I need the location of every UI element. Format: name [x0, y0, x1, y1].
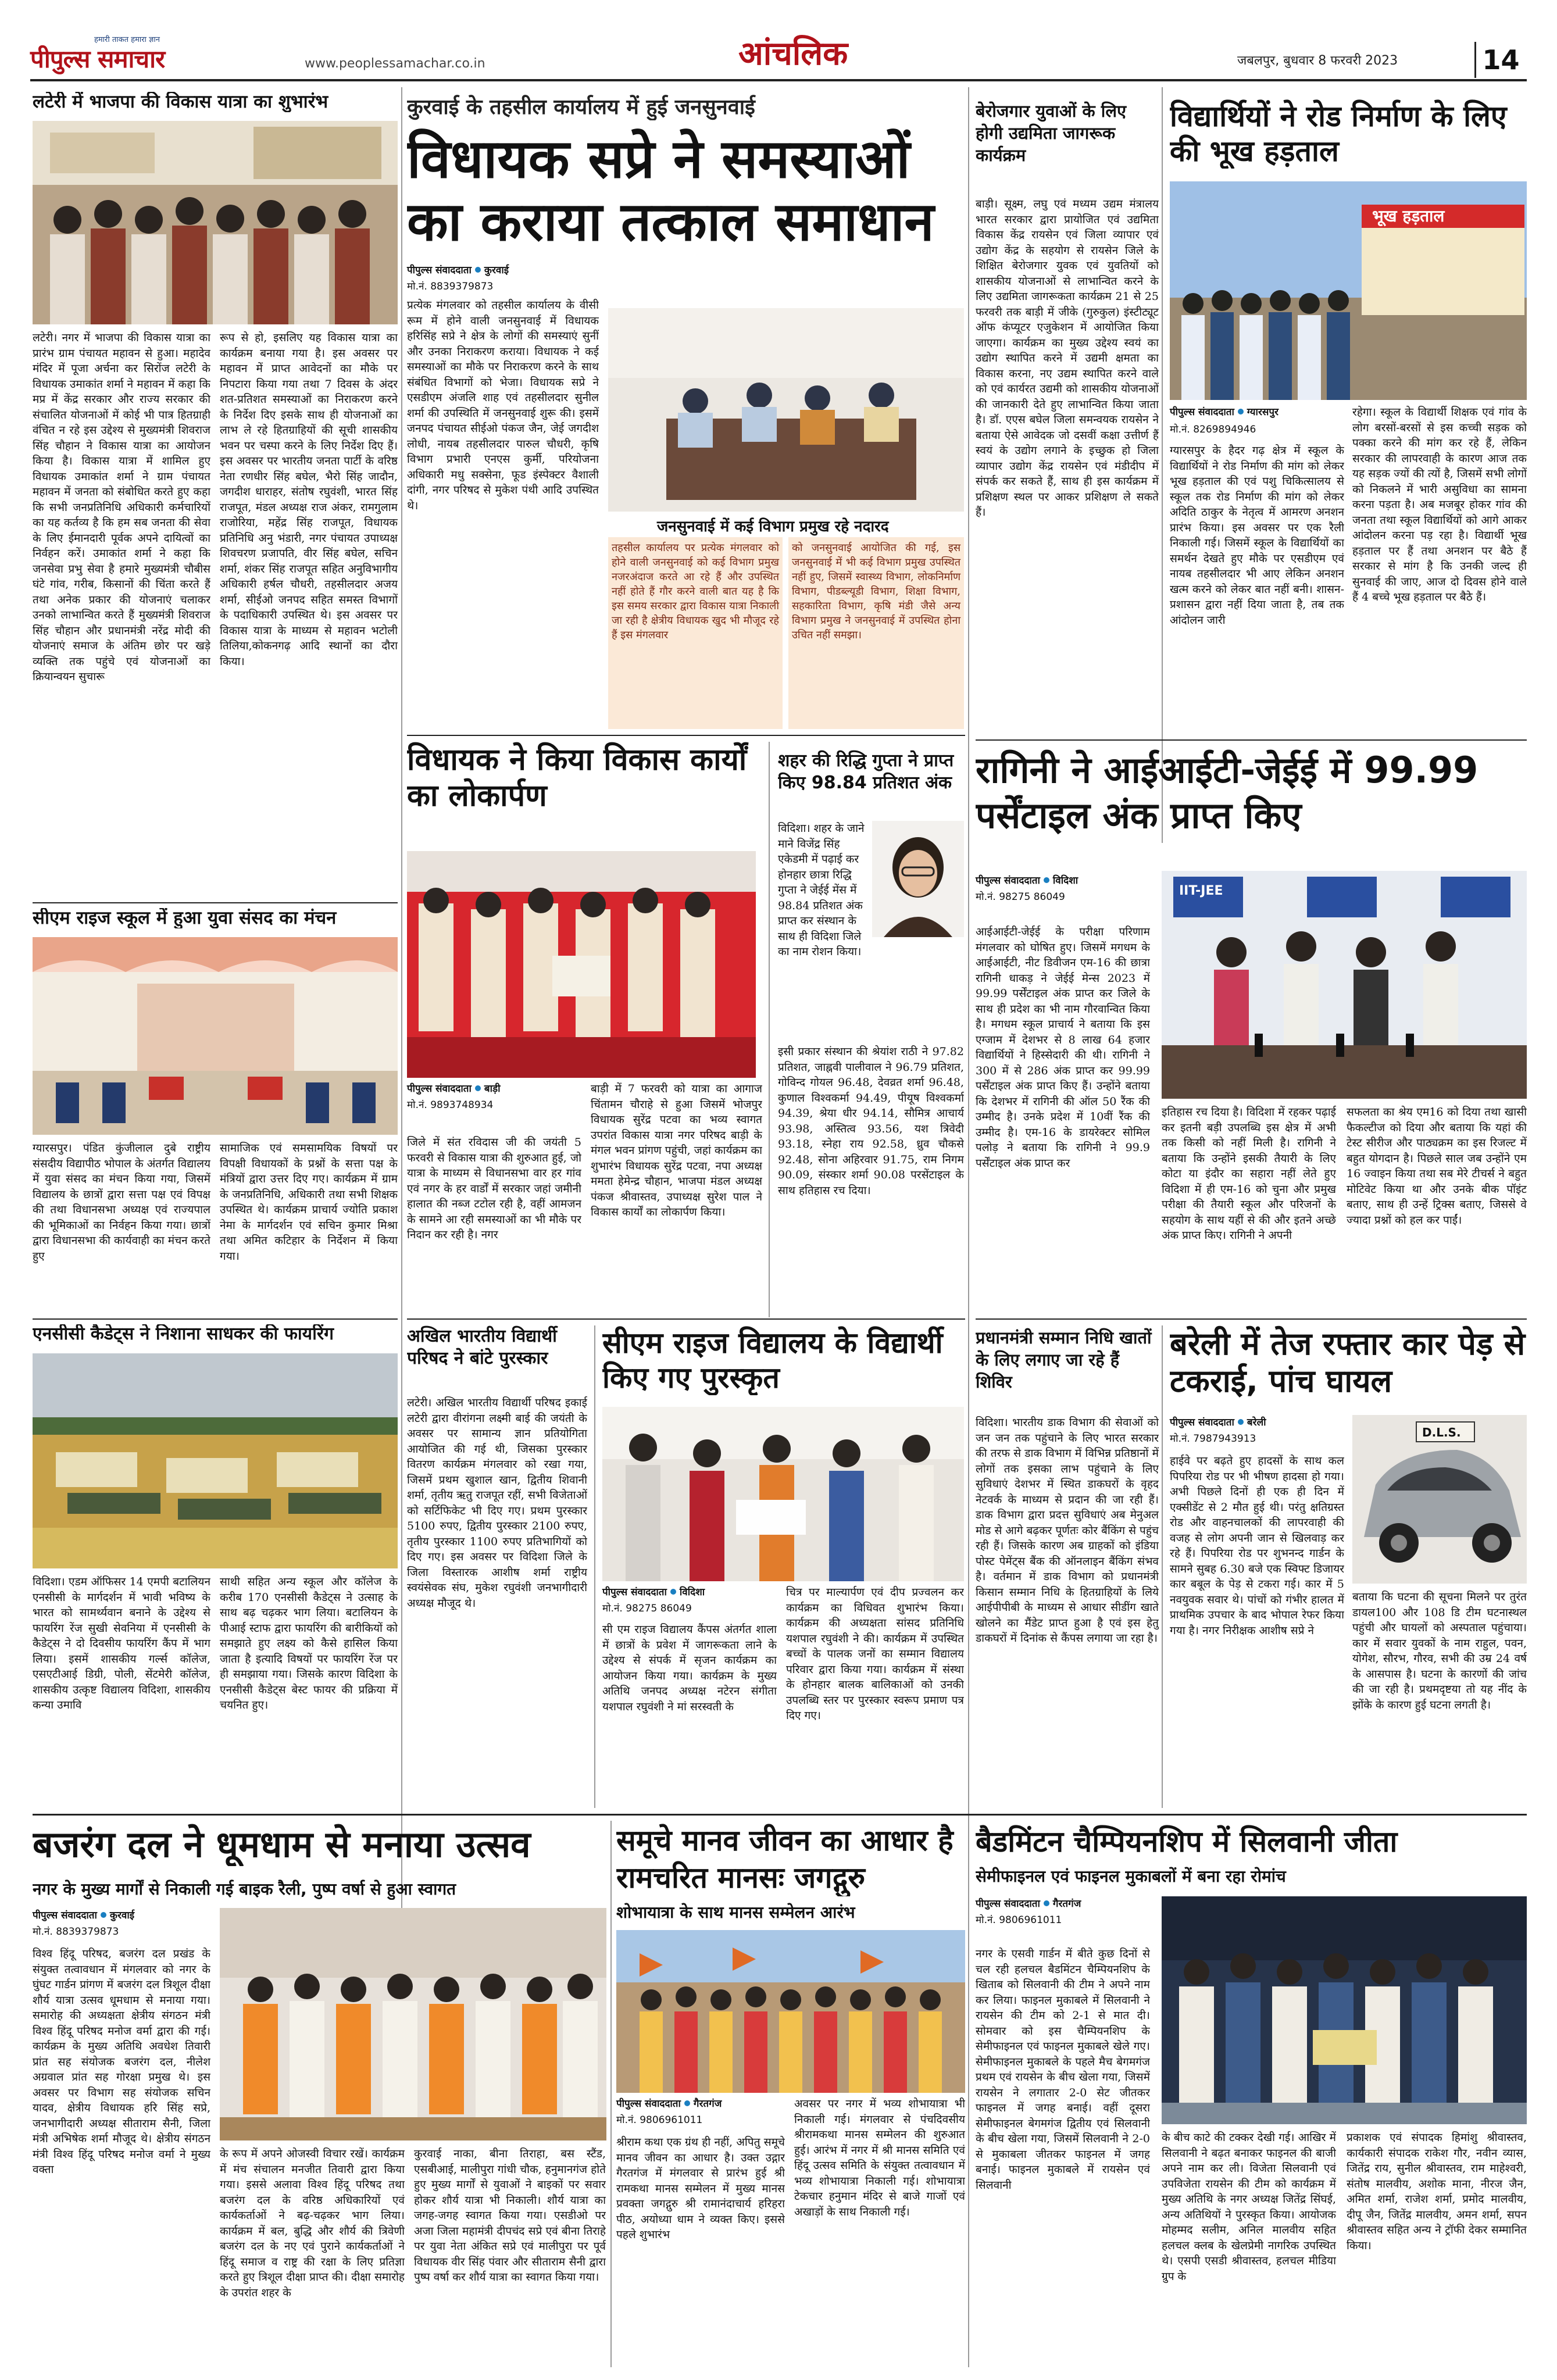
article-body: नगर के एसवी गार्डन में बीते कुछ दिनों से चल रही हलचल बैडमिंटन चैम्पियनशिप के खिताब को सिलवानी की टीम ने अपने नाम कर लिया। फाइनल मुकाबले में सिलवानी ने रायसेन की टीम को 2-1 से मात दी। सोमवार को इस चैम्पियनशिप के सेमीफाइनल एवं फाइनल मुकाबले खेले गए। सेमीफाइनल मुकाबले के पहले मैच बेगमगंज प्रथम एवं रायसेन के बीच खेला गया, जिसमें रायसेन ने लगातार 2-0 सेट जीतकर फाइनल में जगह बनाई। वहीं दूसरा सेमीफाइनल बेगमगंज द्वितीय एवं सिलवानी के बीच खेला गया, जिसमें सिलवानी ने 2-0 से मुकाबला जीतकर फाइनल में जगह बनाई। फाइनल मुकाबले में रायसेन एवं सिलवानी — [976, 1947, 1150, 2192]
section-divider — [407, 1318, 965, 1320]
article-body: विदिशा। शहर के जाने माने विजेंद्र सिंह एकेडमी में पढ़ाई कर होनहार छात्रा रिद्धि गुप्ता ने जेईई मेंस में 98.84 प्रतिशत अंक प्राप्त कर संस्थान के साथ ही विदिशा जिले का नाम रोशन किया। — [778, 822, 865, 958]
article-body: रहेगा। स्कूल के विद्यार्थी शिक्षक एवं गांव के लोग बरसों-बरसों से इस कच्ची सड़क को पक्का करने की मांग कर रहे हैं, लेकिन सरकार की लापरवाही के कारण आज तक यह सड़क ज्यों की त्यों है, जिसमें सभी लोगों को निकलने में भारी असुविधा का सामना करना पड़ता है। अब मजबूर होकर गांव की जनता तथा स्कूल विद्यार्थियों को आगे आकर आंदोलन करना पड़ रहा है। विद्यार्थी भूख हड़ताल पर हैं तथा अनशन पर बैठे हैं सरकार से मांग है कि उनकी जल्द ही सुनवाई की जाए, आज दो दिवस होने वाले हैं 4 बच्चे भूख हड़ताल पर बैठे हैं। — [1352, 406, 1527, 603]
column-divider — [594, 1325, 595, 1808]
news-photo — [1162, 1896, 1527, 2124]
byline-place: विदिशा — [1052, 875, 1079, 887]
reporter-mobile: मो.नं. 9806961011 — [976, 1914, 1062, 1926]
section-divider — [33, 1318, 398, 1320]
byline-author: पीपुल्स संवाददाता — [976, 875, 1040, 887]
byline — [602, 1585, 705, 1598]
article-body: विश्व हिंदू परिषद, बजरंग दल प्रखंड के संयुक्त तत्वावधान में मंगलवार को नगर के घुंघट गार्डन प्रांगण में बजरंग दल त्रिशूल दीक्षा शौर्य यात्रा उत्सव धूमधाम से मनाया गया। समारोह की अध्यक्षता क्षेत्रीय संगठन मंत्री विश्व हिंदू परिषद मनोज वर्मा द्वारा की गई। कार्यक्रम के मुख्य अतिथि अवधेश तिवारी प्रांत सह संयोजक बजरंग दल, नीलेश अग्रवाल प्रांत सह गोरक्षा प्रमुख थे। इस अवसर पर विभाग सह संयोजक सचिन यादव, क्षेत्रीय विधायक हरि सिंह सप्रे, जनभागीदारी अध्यक्ष सीताराम सैनी, जिला मंत्री अभिषेक शर्मा मौजूद थे। क्षेत्रीय संगठन मंत्री विश्व हिंदू परिषद मनोज वर्मा ने मुख्य वक्ता — [33, 1947, 210, 2176]
section-divider — [407, 735, 965, 736]
article-body: अवसर पर नगर में भव्य शोभायात्रा भी निकाली गई। मंगलवार से पंचदिवसीय श्रीरामकथा मानस सम्मेलन की शुरुआत हुई। आरंभ में नगर में श्री मानस समिति एवं हिंदू उत्सव समिति के संयुक्त तत्वावधान में भव्य शोभायात्रा निकाली गई। शोभायात्रा टेकचार हनुमान मंदिर से बाजे गाजों एवं अखाड़ों के साथ निकाली गई। — [794, 2097, 965, 2218]
byline-author: पीपुल्स संवाददाता — [616, 2098, 681, 2110]
headline: सीएम राइज स्कूल में हुआ युवा संसद का मंचन — [33, 908, 337, 928]
article-body: सफलता का श्रेय एम16 को दिया तथा खासी फैकल्टीज को दिया और बताया कि यहां की टेस्ट सीरीज और पाठ्यक्रम का इस रिजल्ट में बहुत योगदान है। पिछले साल जब उन्होंने एम 16 ज्वाइन किया तथा सब मेरे टीचर्स ने बहुत मोटिवेट किया था और उनके बीक पॉइंट बताए, साथ ही उन्हें ट्रिक्स बताए, जिससे वे ज्यादा प्रश्नों को हल कर पाईं। — [1347, 1106, 1527, 1227]
headline: अखिल भारतीय विद्यार्थी परिषद ने बांटे पुरस्कार — [407, 1326, 557, 1368]
article-body: इसी प्रकार संस्थान की श्रेयांश राठी ने 97.82 प्रतिशत, जाह्नवी पालीवाल ने 96.79 प्रतिशत, गोविन्द गोयल 96.48, देवव्रत शर्मा 96.48, कुणाल विश्वकर्मा 94.49, पीयूष विश्वकर्मा 94.39, श्रेया धीर 94.14, सौमित्र आचार्य 93.98, अस्तित्व 93.56, यश त्रिवेदी 93.18, स्नेहा राय 92.58, ध्रुव चौकसे 92.48, सोना अहिरवार 91.75, राम निगम 90.09, संस्कार शर्मा 90.08 परसेंटाइल के साथ हतिहास रच दिया। — [778, 1045, 964, 1197]
article-body: बाड़ी। सूक्ष्म, लघु एवं मध्यम उद्यम मंत्रालय भारत सरकार द्वारा प्रायोजित एवं उद्यमिता विकास केंद्र रायसेन एवं जिला व्यापार एवं उद्योग केंद्र के सहयोग से रायसेन जिले के शिक्षित बेरोजगार युवक एवं युवतियों को शासकीय योजनाओं से लाभान्वित करने के लिए उद्यमिता जागरूकता कार्यक्रम 21 से 25 फरवरी तक बाड़ी में जीके (गुरुकुल) इंस्टीट्यूट ऑफ कंप्यूटर एजुकेशन में आयोजित किया जाएगा। कार्यक्रम का मुख्य उद्देश्य स्वयं का उद्योग स्थापित करने में उद्यमी क्षमता का विकास करना, नए उद्यम स्थापित करने वाले को एवं कार्यरत उद्यमी को शासकीय योजनाओं की जानकारी देते हुए लाभान्वित किया जाता है। डॉ. एएस बघेल जिला समन्वयक रायसेन ने बताया ऐसे आवेदक जो दसवीं कक्षा उत्तीर्ण हैं स्वयं के उद्योग लगाने के इच्छुक हो जिला व्यापार उद्योग केंद्र रायसेन एवं मंडीदीप में संपर्क कर सकते हैं, साथ ही इस कार्यक्रम में प्रशिक्षण स्थल पर आकर प्रशिक्षण ले सकते हैं। — [976, 198, 1159, 519]
article-body: बताया कि घटना की सूचना मिलने पर तुरंत डायल100 और 108 डि टीम घटनास्थल पहुंची और घायलों को अस्पताल पहुंचाया। कार में सवार युवकों के नाम राहुल, पवन, योगेश, सौरभ, गौरव, सभी की उम्र 24 वर्ष के आसपास है। घटना के कारणों की जांच की जा रही है। प्रथमदृष्टया तो यह नींद के झोंके के कारण हुई घटना लगती है। — [1352, 1591, 1527, 1711]
column-divider — [968, 87, 969, 2046]
byline-author: पीपुल्स संवाददाता — [407, 265, 472, 276]
brand-name: पीपुल्स समाचार — [30, 45, 165, 73]
article-body: सामाजिक एवं समसामयिक विषयों पर विपक्षी विधायकों के प्रश्नों के सत्ता पक्ष के मंत्रियों द्वारा उत्तर दिए गए। कार्यक्रम में ग्राम के जनप्रतिनिधि, अधिकारी तथा सभी शिक्षक उपस्थित थे। कार्यक्रम प्राचार्य ज्योति प्रकाश नेमा के मार्गदर्शन एवं सचिन कुमार मिश्रा तथा अमित कटिहार के निर्देशन में किया गया। — [220, 1142, 398, 1263]
headline: विधायक ने किया विकास कार्यों का लोकार्पण — [407, 742, 747, 813]
news-photo — [608, 308, 964, 512]
article-body: आईआईटी-जेईई के परीक्षा परिणाम मंगलवार को घोषित हुए। जिसमें मगधम के आईआईटी, नीट डिवीजन एम-16 की छात्रा रागिनी धाकड़ ने जेईई मेन्स 2023 में 99.99 पर्सेंटाइल अंक प्राप्त कर जिले के साथ ही प्रदेश का भी नाम गौरवान्वित किया है। मगधम स्कूल प्राचार्य ने बताया कि इस एग्जाम में देशभर से 8 लाख 64 हजार विद्यार्थियों ने हिस्सेदारी की थी। रागिनी ने 300 में से 286 अंक प्राप्त कर 99.99 पर्सेंटाइल अंक प्राप्त किए हैं। उन्होंने बताया कि देशभर में रागिनी की ऑल 50 रैंक की उम्मीद है। उनके प्रदेश में 10वीं रैंक की उम्मीद है। एम-16 के डायरेक्टर सोमिल पलोड़ ने बताया कि रागिनी ने 99.9 पर्सेंटाइल अंक प्राप्त कर — [976, 925, 1150, 1170]
number-plate: D.L.S. — [1422, 1425, 1461, 1439]
byline-place: ग्यारसपुर — [1247, 406, 1279, 418]
byline-dot — [1044, 877, 1049, 883]
headline: रागिनी ने आईआईटी-जेईई में 99.99 पर्सेंटाइल अंक प्राप्त किए — [976, 749, 1479, 837]
headline: समूचे मानव जीवन का आधार है रामचरित मानसः जगद्गुरु — [616, 1824, 954, 1895]
news-photo — [1170, 181, 1527, 400]
headline: शहर की रिद्धि गुप्ता ने प्राप्त किए 98.84 प्रतिशत अंक — [778, 751, 954, 793]
article-body: लटेरी। नगर में भाजपा की विकास यात्रा का प्रारंभ ग्राम पंचायत महावन से हुआ। महादेव मंदिर में पूजा अर्चना कर सिरोंज लटेरी के विधायक उमाकांत शर्मा ने महावन में कहा कि मप्र में केंद्र सरकार और राज्य सरकार की संचालित योजनाओं में कोई भी पात्र हितग्राही वंचित न रहे इस उद्देश्य से मुख्यमंत्री शिवराज सिंह चौहान ने विकास यात्रा का आयोजन किया है। विकास यात्रा में शामिल हुए विधायक उमाकांत शर्मा ने ग्राम पंचायत महावन में जनता को संबोधित करते हुए कहा कि सभी जनप्रतिनिधि अधिकारी कर्मचारियों का यह कर्तव्य है कि हम सब जनता की सेवा के लिए ईमानदारी पूर्वक अपने दायित्वों का निर्वहन करें। उमाकांत शर्मा ने कहा कि जनसेवा प्रभु सेवा है हमारे मुख्यमंत्री चौबीस घंटे गांव, गरीब, किसानों की चिंता करते हैं तथा अनेक प्रकार की योजनाएं चलाकर उनको लाभान्वित करते हैं मुख्यमंत्री शिवराज सिंह चौहान और प्रधानमंत्री नरेंद्र मोदी की योजनाएं समाज के अंतिम छोर पर खड़े व्यक्ति तक पहुंचे एवं योजनाओं का क्रियान्वयन सुचारू — [33, 331, 210, 683]
masthead-rule — [30, 79, 1527, 81]
byline-place: कुरवाई — [484, 265, 509, 276]
article-body: विदिशा। एडम ऑफिसर 14 एमपी बटालियन एनसीसी के मार्गदर्शन में भावी भविष्य के भारत को सामर्थ्यवान बनाने के उद्देश्य से फायरिंग रेंज सुखी सेवनिया में एनसीसी के कैडेट्स ने दो दिवसीय फायरिंग कैंप में भाग लिया। इसमें शासकीय गर्ल्स कॉलेज, एसएटीआई डिग्री, पोली, सेंटमेरी कॉलेज, शासकीय उत्कृष्ट विद्यालय विदिशा, शासकीय कन्या उमावि — [33, 1575, 210, 1711]
byline-place: कुरवाई — [109, 1910, 135, 1921]
byline — [407, 1081, 501, 1095]
subheadline: शोभायात्रा के साथ मानस सम्मेलन आरंभ — [616, 1903, 855, 1922]
column-divider — [401, 87, 402, 2046]
article-body: इतिहास रच दिया है। विदिशा में रहकर पढ़ाई कर इतनी बड़ी उपलब्धि इस क्षेत्र में अभी तक किसी को नहीं मिली है। रागिनी ने बताया कि उन्होंने इसकी तैयारी के लिए कोटा या इंदौर का सहारा नहीं लेते हुए विदिशा में ही एम-16 को चुना और प्रमुख परीक्षा की तैयारी स्कूल और परिजनों के सहयोग के साथ यहीं से की और इतने अच्छे अंक प्राप्त किए। रागिनी ने अपनी — [1162, 1106, 1336, 1242]
lead-headline: विधायक सप्रे ने समस्याओं का कराया तत्काल समाधान — [407, 128, 934, 253]
byline-author: पीपुल्स संवाददाता — [602, 1586, 667, 1598]
headline: बैडमिंटन चैम्पियनशिप में सिलवानी जीता — [976, 1825, 1398, 1859]
byline-place: गैरतगंज — [1052, 1898, 1081, 1910]
article-body: के रूप में अपने ओजस्वी विचार रखें। कार्यक्रम में मंच संचालन मनजीत तिवारी द्वारा किया गया। इससे अलावा विश्व हिंदू परिषद तथा बजरंग दल के वरिष्ठ अधिकारियों एवं कार्यकर्ताओं ने बढ़-चढ़कर भाग लिया। कार्यक्रम में बल, बुद्धि और शौर्य की त्रिवेणी बजरंग दल के नए एवं पुराने कार्यकर्ताओं ने हिंदू समाज व राष्ट्र की रक्षा के लिए प्रतिज्ञा करते हुए त्रिशूल दीक्षा प्राप्त की। दीक्षा समारोह के उपरांत शहर के — [220, 2147, 405, 2299]
byline-dot — [1044, 1900, 1049, 1906]
section-divider — [33, 1814, 1527, 1816]
byline — [407, 263, 581, 276]
subheadline: नगर के मुख्य मार्गों से निकाली गई बाइक रैली, पुष्प वर्षा से हुआ स्वागत — [33, 1879, 456, 1899]
sidebar-box: को जनसुनवाई आयोजित की गई, इस जनसुनवाई में भी कई विभाग प्रमुख उपस्थित नहीं हुए, जिसमें स्वास्थ्य विभाग, लोकनिर्माण विभाग, पीडब्ल्यूडी विभाग, शिक्षा विभाग, सहकारिता विभाग, कृषि मंडी जैसे अन्य विभाग प्रमुख ने जनसुनवाई में उपस्थित होना उचित नहीं समझा। — [788, 537, 964, 729]
reporter-mobile: मो.नं. 98275 86049 — [976, 891, 1065, 903]
article-body: के बीच काटे की टक्कर देखी गई। आखिर में सिलवानी ने बढ़त बनाकर फाइनल की बाजी अपने नाम कर ली। विजेता सिलवानी एवं उपविजेता रायसेन की टीम को कार्यक्रम में मुख्य अतिथि के नगर अध्यक्ष जितेंद्र सिंघई, अन्य अतिथियों ने पुरस्कृत किया। आयोजक मोहम्मद सलीम, अनिल मालवीय सहित हलचल क्लब के खेलप्रेमी नागरिक उपस्थित थे। एसपी एसडी श्रीवास्तव, हलचल मीडिया ग्रुप के — [1162, 2131, 1336, 2283]
headline: बजरंग दल ने धूमधाम से मनाया उत्सव — [33, 1823, 531, 1866]
column-divider — [1162, 87, 1163, 843]
column-divider — [610, 1821, 612, 2367]
byline — [1170, 405, 1279, 418]
reporter-mobile: मो.नं. 8839379873 — [33, 1926, 119, 1938]
reporter-mobile: मो.नं. 8839379873 — [407, 281, 494, 292]
dateline: जबलपुर, बुधवार 8 फरवरी 2023 — [1237, 53, 1398, 68]
article-body: कुरवाई नाका, बीना तिराहा, बस स्टैंड, एसबीआई, मालीपुरा गांधी चौक, हनुमानगंज होते हुए मुख्य मार्गों से युवाओं ने बाइकों पर सवार होकर शौर्य यात्रा भी निकाली। शौर्य यात्रा का जगह-जगह स्वागत किया गया। एसडीओ पर अजा जिला महामंत्री दीपचंद सप्रे एवं बीना तिराहे पर युवा नेता अंकित सप्रे एवं मालीपुरा पर पूर्व विधायक वीर सिंह पंवार और सीताराम सैनी द्वारा पुष्प वर्षा कर शौर्य यात्रा का स्वागत किया गया। — [414, 2147, 606, 2283]
byline — [976, 873, 1078, 887]
section-divider — [33, 902, 398, 903]
article-body: लटेरी। अखिल भारतीय विद्यार्थी परिषद इकाई लटेरी द्वारा वीरांगना लक्ष्मी बाई की जयंती के अवसर पर सामान्य ज्ञान प्रतियोगिता आयोजित की गई थी, जिसका पुरस्कार वितरण कार्यक्रम मंगलवार को रखा गया, जिसमें प्रथम खुशाल खान, द्वितीय शिवानी शर्मा, तृतीय ऋतु राजपूत रहीं, सभी विजेताओं को सर्टिफिकेट भी दिए गए। प्रथम पुरस्कार 5100 रुपए, द्वितीय पुरस्कार 2100 रुपए, तृतीय पुरस्कार 1100 रुपए प्रतिभागियों को दिए गए। इस अवसर पर विदिशा जिले के जिला विस्तारक आशीष शर्मा राष्ट्रीय स्वयंसेवक संघ, मुकेश रघुवंशी जनभागीदारी अध्यक्ष मौजूद थे। — [407, 1396, 587, 1610]
article-body: प्रत्येक मंगलवार को तहसील कार्यालय के वीसी रूम में होने वाली जनसुनवाई में विधायक हरिसिंह सप्रे ने क्षेत्र के लोगों की समस्याएं सुनीं और उनका निराकरण कराया। विधायक ने कई समस्याओं का मौके पर निराकरण करने के साथ संबंधित विभागों को भेजा। विधायक सप्रे ने एसडीएम अंजलि शाह एवं तहसीलदार सुनील शर्मा की उपस्थिति में जनसुनवाई शुरू की। इसमें जनपद पंचायत सीईओ पंकज जैन, जेई जगदीश लोधी, नायब तहसीलदार पारुल चौधरी, कृषि विभाग प्रभारी एनएस कुर्मी, परियोजना अधिकारी मधु सक्सेना, फूड इंस्पेक्टर वैशाली दांगी, नगर परिषद से मुकेश पंथी आदि उपस्थित थे। — [407, 299, 599, 512]
byline — [33, 1908, 134, 1921]
subheadline: सेमीफाइनल एवं फाइनल मुकाबलों में बना रहा रोमांच — [976, 1867, 1286, 1886]
column-divider — [769, 742, 770, 1317]
article-body: बाड़ी में 7 फरवरी को यात्रा का आगाज चिंतामन चौराहे से हुआ जिसमें भोजपुर विधायक सुरेंद्र पटवा का भव्य स्वागत उपरांत विकास यात्रा नगर परिषद बाड़ी के मंगल भवन प्रांगण पहुंची, जहां कार्यक्रम का शुभारंभ विधायक सुरेंद्र पटवा, नपा अध्यक्ष ममता हेमेन्द्र चौहान, भाजपा मंडल अध्यक्ष पंकज श्रीवास्तव, उपाध्यक्ष सुरेश पाल ने विकास कार्यों का लोकार्पण किया। — [591, 1082, 762, 1218]
article-body: साथी सहित अन्य स्कूल और कॉलेज के करीब 170 एनसीसी कैडेट्स ने उत्साह के साथ बढ़ चढ़कर भाग लिया। बटालियन के पीआई स्टाफ द्वारा फायरिंग की बारीकियों को समझाते हुए लक्ष्य को कैसे हासिल किया जाता है इत्यादि विषयों पर फायरिंग रेंज पर ही समझाया गया। जिसके कारण विदिशा के एनसीसी कैडेट्स बेस्ट फायर की प्रक्रिया में चयनित हुए। — [220, 1575, 398, 1711]
byline-place: बाड़ी — [484, 1083, 501, 1095]
column-divider — [1162, 1325, 1163, 1808]
headline: बरेली में तेज रफ्तार कार पेड़ से टकराई, पांच घायल — [1170, 1325, 1526, 1399]
byline-place: बरेली — [1247, 1417, 1266, 1428]
byline-dot — [475, 1085, 481, 1091]
photo-caption: जनसुनवाई में कई विभाग प्रमुख रहे नदारद — [651, 512, 895, 539]
masthead — [0, 0, 1557, 76]
backdrop-label: IIT-JEE — [1179, 884, 1223, 898]
website-url[interactable]: www.peoplessamachar.co.in — [305, 56, 485, 71]
article-body: ग्यारसपुर के हैदर गढ़ क्षेत्र में स्कूल के विद्यार्थियों ने रोड निर्माण की मांग को लेकर भूख हड़ताल की एवं पशु चिकित्सालय से स्कूल तक रोड निर्माण की मांग को लेकर अदिति ठाकुर के नेतृत्व में आमरण अनशन प्रारंभ किया। इस अवसर पर एक रैली निकाली गई। जिसमें स्कूल के विद्यार्थियों का समर्थन देखते हुए मौके पर एसडीएम एवं नायब तहसीलदार भी आए लेकिन अनशन खत्म करने को लेकर बात नहीं बनी। शासन-प्रशासन द्वारा नहीं दिया जाता है, तब तक आंदोलन जारी — [1170, 444, 1344, 627]
reporter-mobile: मो.नं. 9806961011 — [616, 2114, 703, 2126]
byline-dot — [1238, 409, 1244, 414]
byline-dot — [670, 1589, 676, 1595]
sidebar-box: तहसील कार्यालय पर प्रत्येक मंगलवार को होने वाली जनसुनवाई को कई विभाग प्रमुख नजरअंदाज करते आ रहे हैं और उपस्थित नहीं होते हैं गौर करने वाली बात यह है कि इस समय सरकार द्वारा विकास यात्रा निकाली जा रही है क्षेत्रीय विधायक खुद भी मौजूद रहे हैं इस मंगलवार — [608, 537, 783, 729]
byline-dot — [475, 267, 481, 273]
kicker: कुरवाई के तहसील कार्यालय में हुई जनसुनवाई — [407, 95, 755, 119]
news-photo — [602, 1407, 964, 1581]
reporter-mobile: मो.नं. 7987943913 — [1170, 1433, 1256, 1445]
headline: विद्यार्थियों ने रोड निर्माण के लिए की भूख हड़ताल — [1170, 99, 1507, 168]
byline-author: पीपुल्स संवाददाता — [976, 1898, 1040, 1910]
section-divider — [976, 1318, 1527, 1320]
news-photo — [1162, 871, 1527, 1099]
byline-author: पीपुल्स संवाददाता — [1170, 1417, 1234, 1428]
news-photo — [616, 1930, 965, 2093]
headline: बेरोजगार युवाओं के लिए होगी उद्यमिता जागरूक कार्यक्रम — [976, 101, 1127, 165]
section-divider — [976, 739, 1527, 741]
protest-banner-text: भूख हड़ताल — [1372, 206, 1445, 226]
brand-logo — [30, 35, 286, 76]
section-name: आंचलिक — [738, 35, 848, 73]
byline — [616, 2096, 722, 2110]
article-body: विदिशा। भारतीय डाक विभाग की सेवाओं को जन जन तक पहुंचाने के लिए भारत सरकार की तरफ से डाक विभाग में विभिन्न प्रतिष्ठानों में लोगों तक इसका लाभ पहुंचाने के लिए सुविधाएं देशभर में स्थित डाकघरों के वृहद नेटवर्क के माध्यम से प्रदान की जा रही हैं। डाक विभाग द्वारा प्रदत्त सुविधाएं अब मेनुअल मोड से आगे बढ़कर पूर्णतः कोर बैंकिंग से पहुंच रही हैं। जिसके कारण अब ग्राहकों को इंडिया पोस्ट पेमेंट्स बैंक की ऑनलाइन बैंकिंग संभव है। वर्तमान में डाक विभाग को प्रधानमंत्री किसान सम्मान निधि के हितग्राहियों के लिये आईपीपीबी के माध्यम से आधार सीडींग खाते खोलने का मैंडेट प्राप्त हुआ है एवं इस हेतु डाकघरों में दिनांक से कैंपस लगाया जा रहा है। — [976, 1416, 1159, 1645]
news-photo — [1352, 1415, 1527, 1584]
reporter-mobile: मो.नं. 8269894946 — [1170, 424, 1256, 435]
article-body: श्रीराम कथा एक ग्रंथ ही नहीं, अपितु समूचे मानव जीवन का आधार है। उक्त उद्गार गैरतगंज में मंगलवार से प्रारंभ हुई श्री रामकथा मानस सम्मेलन में मुख्य मानस प्रवक्ता जगद्गुरु श्री रामानंदाचार्य हरिहरा पीठ, अयोध्या धाम ने व्यक्त किए। इससे पहले शुभारंभ — [616, 2136, 785, 2241]
byline — [1170, 1415, 1266, 1428]
page-number: 14 — [1474, 42, 1526, 78]
news-photo — [220, 1908, 606, 2140]
byline-author: पीपुल्स संवाददाता — [407, 1083, 472, 1095]
news-photo — [407, 851, 756, 1078]
article-body: चित्र पर माल्यार्पण एवं दीप प्रज्वलन कर कार्यक्रम का विधिवत शुभारंभ किया। कार्यक्रम की अध्यक्षता सांसद प्रतिनिधि यशपाल रघुवंशी ने की। कार्यक्रम में उपस्थित बच्चों के पालक जनों का सम्मान विद्यालय परिवार द्वारा किया गया। कार्यक्रम में संस्था के होनहार बालक बालिकाओं को उनकी उपलब्धि स्तर पर पुरस्कार स्वरूप प्रमाण पत्र दिए गए। — [786, 1586, 964, 1722]
news-photo — [33, 1353, 398, 1568]
article-body: प्रकाशक एवं संपादक हिमांशु श्रीवास्तव, कार्यकारी संपादक राकेश गौर, नवीन व्यास, जितेंद्र राय, सुनील श्रीवास्तव, राम माहेश्वरी, संतोष मालवीय, अशोक माना, नीरज जैन, अमित शर्मा, राजेश शर्मा, प्रमोद मालवीय, दीपू जैन, जितेंद्र मालवीय, अमन शर्मा, सपन श्रीवास्तव सहित अन्य ने ट्रॉफी देकर सम्मानित किया। — [1347, 2131, 1527, 2252]
article-body: जिले में संत रविदास जी की जयंती 5 फरवरी से विकास यात्रा की शुरुआत हुई, जो यात्रा के माध्यम से विधानसभा वार हर गांव एवं नगर के हर वार्डों में सरकार जहां जमीनी हालात की नब्ज टटोल रही है, वहीं आमजन के सामने आ रही समस्याओं का भी मौके पर निदान कर रही है। नगर — [407, 1136, 581, 1241]
reporter-mobile: मो.नं. 98275 86049 — [602, 1603, 692, 1614]
portrait-photo — [872, 821, 964, 937]
brand-tagline: हमारी ताकत हमारा ज्ञान — [94, 35, 160, 44]
byline — [976, 1896, 1081, 1910]
headline: एनसीसी कैडेट्स ने निशाना साधकर की फायरिंग — [33, 1324, 334, 1344]
article-body: रूप से हो, इसलिए यह विकास यात्रा का कार्यक्रम बनाया गया है। इस अवसर पर महावन में प्राप्त आवेदनों का मौके पर निपटारा किया गया तथा 7 दिवस के अंदर शत-प्रतिशत समस्याओं का निराकरण करने के निर्देश दिए इसके साथ ही योजनाओं का लाभ ले रहे हितग्राहियों की सूची शासकीय भवन पर चस्पा करने के लिए निर्देश दिए हैं। इस अवसर पर भारतीय जनता पार्टी के वरिष्ठ नेता रणधीर सिंह बघेल, भैरो सिंह जादौन, जगदीश धाराहर, संतोष रघुवंशी, भारत सिंह राजपूत, मंडल अध्यक्ष राज अंकर, रामगुलाम राजोरिया, महेंद्र सिंह राजपूत, विधायक प्रतिनिधि अनु भंडारी, नगर पंचायत उपाध्यक्ष शिवचरण प्रजापति, वीर सिंह बघेल, सचिन शर्मा, शंकर सिंह राजपूत सहित अनुविभागीय अधिकारी हर्षल चौधरी, तहसीलदार अजय शर्मा, सीईओ जनपद सहित समस्त विभागों के पदाधिकारी उपस्थित थे। इस अवसर पर विकास यात्रा के माध्यम से महावन भटोली तिलिया,कोकनगढ़ आदि स्थानों का दौरा किया। — [220, 331, 398, 668]
byline-place: गैरतगंज — [693, 2098, 722, 2110]
article-body: सी एम राइज विद्यालय कैंपस अंतर्गत शाला में छात्रों के प्रवेश में जागरूकता लाने के उद्देश्य से संपर्क में सृजन कार्यक्रम का आयोजन किया गया। कार्यक्रम के मुख्य अतिथि जनपद अध्यक्ष नटेरन संगीता यशपाल रघुवंशी ने मां सरस्वती के — [602, 1623, 777, 1713]
byline-dot — [1238, 1419, 1244, 1425]
column-divider — [968, 1821, 969, 2367]
headline: लटेरी में भाजपा की विकास यात्रा का शुभारंभ — [33, 92, 328, 112]
news-photo — [33, 121, 398, 324]
article-body: हाईवे पर बढ़ते हुए हादसों के साथ कल पिपरिया रोड पर भी भीषण हादसा हो गया। अभी पिछले दिनों ही एक ही दिन में एक्सीडेंट से 2 मौत हुई थी। परंतु क्षतिग्रस्त रोड और वाहनचालकों की लापरवाही की वजह से लोग अपनी जान से खिलवाड़ कर रहे हैं। पिपरिया रोड पर शुभनन्द गार्डन के सामने सुबह 6.30 बजे एक स्विफ्ट डिजायर कार बबूल के पेड़ से टकरा गई। कार में 5 नवयुवक सवार थे। पांचों को गंभीर हालत में प्राथमिक उपचार के बाद भोपाल रेफर किया गया है। नगर निरीक्षक आशीष सप्रे ने — [1170, 1455, 1344, 1637]
byline-place: विदिशा — [679, 1586, 705, 1598]
byline-author: पीपुल्स संवाददाता — [1170, 406, 1234, 418]
headline: सीएम राइज विद्यालय के विद्यार्थी किए गए पुरस्कृत — [602, 1326, 943, 1395]
headline: प्रधानमंत्री सम्मान निधि खातों के लिए लगाए जा रहे हैं शिविर — [976, 1328, 1152, 1392]
article-body: ग्यारसपुर। पंडित कुंजीलाल दुबे राष्ट्रीय संसदीय विद्यापीठ भोपाल के अंतर्गत विद्यालय में युवा संसद का मंचन किया गया, जिसमें विद्यालय के छात्रों द्वारा सत्ता पक्ष एवं विपक्ष की तथा विधानसभा अध्यक्ष एवं राज्यपाल की भूमिकाओं का निर्वहन किया गया। छात्रों द्वारा विधानसभा की कार्यवाही का मंचन करते हुए — [33, 1142, 210, 1263]
news-photo — [33, 937, 398, 1135]
byline-author: पीपुल्स संवाददाता — [33, 1910, 97, 1921]
byline-dot — [101, 1912, 106, 1918]
reporter-mobile: मो.नं. 9893748934 — [407, 1099, 494, 1111]
byline-dot — [684, 2100, 690, 2106]
